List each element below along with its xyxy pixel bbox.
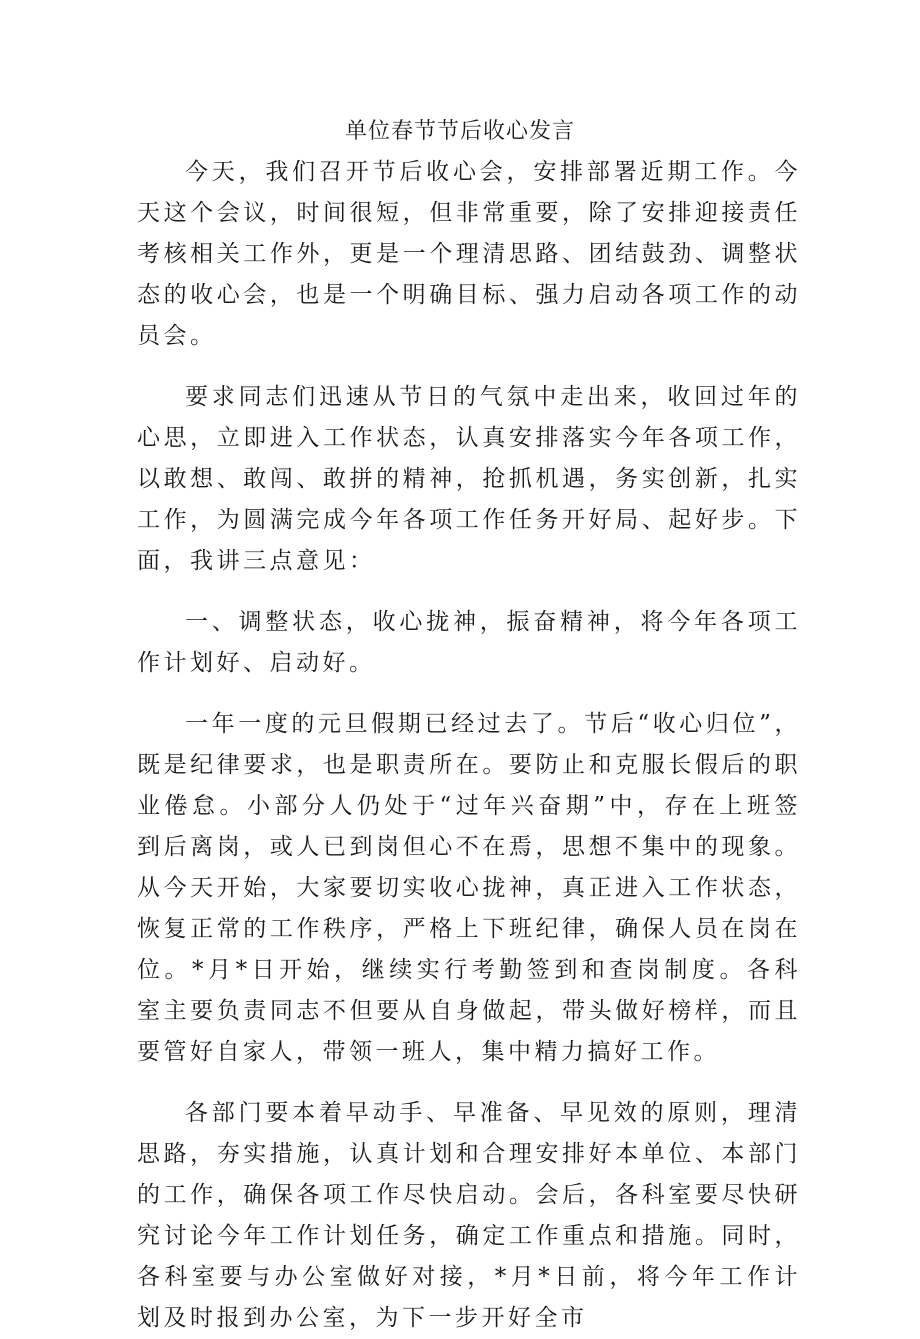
paragraph-5: 各部门要本着早动手、早准备、早见效的原则，理清思路，夯实措施，认真计划和合理安排好本单位、本部门的工作，确保各项工作尽快启动。会后，各科室要尽快研究讨论今年工作计划任务，确定工作重点和措施。同时，各科室要与办公室做好对接，*月*日前，将今年工作计划及时报到办公室，为下一步开好全市 [137,1100,801,1331]
document-title: 单位春节节后收心发言 [344,119,575,144]
document-body [137,152,801,1339]
paragraph-2: 要求同志们迅速从节日的气氛中走出来，收回过年的心思，立即进入工作状态，认真安排落实今年各项工作，以敢想、敢闯、敢拼的精神，抢抓机遇，务实创新，扎实工作，为圆满完成今年各项工作任务开好局、起好步。下面，我讲三点意见： [137,384,801,574]
paragraph-3: 一、调整状态，收心拢神，振奋精神，将今年各项工作计划好、启动好。 [137,609,801,676]
paragraph-1: 今天，我们召开节后收心会，安排部署近期工作。今天这个会议，时间很短，但非常重要，除了安排迎接责任考核相关工作外，更是一个理清思路、团结鼓劲、调整状态的收心会，也是一个明确目标、强力启动各项工作的动员会。 [137,159,801,349]
paragraph-4: 一年一度的元旦假期已经过去了。节后“收心归位”，既是纪律要求，也是职责所在。要防止和克服长假后的职业倦怠。小部分人仍处于“过年兴奋期”中，存在上班签到后离岗，或人已到岗但心不在焉，思想不集中的现象。从今天开始，大家要切实收心拢神，真正进入工作状态，恢复正常的工作秩序，严格上下班纪律，确保人员在岗在位。*月*日开始，继续实行考勤签到和查岗制度。各科室主要负责同志不但要从自身做起，带头做好榜样，而且要管好自家人，带领一班人，集中精力搞好工作。 [137,711,801,1065]
